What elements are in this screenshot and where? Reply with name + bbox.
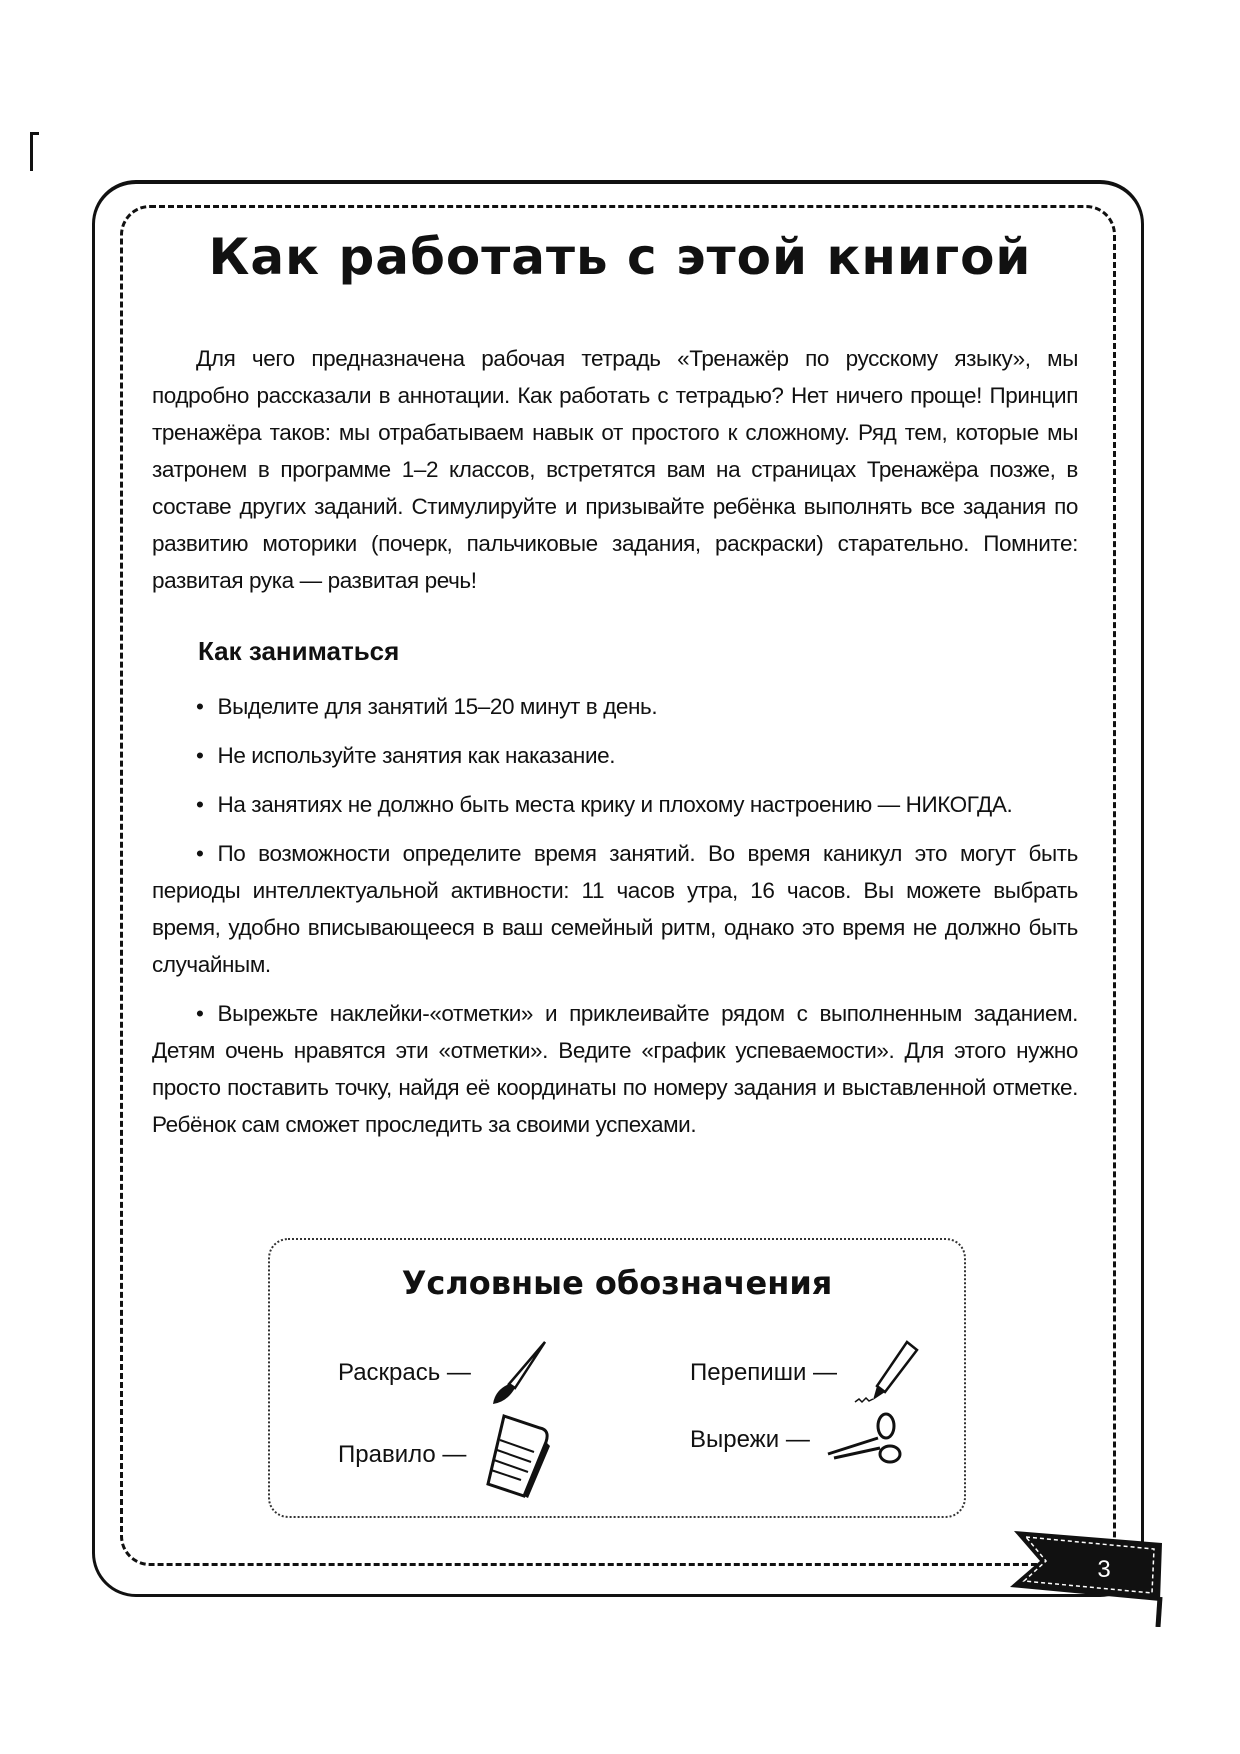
intro-paragraph — [152, 340, 1078, 599]
legend-label: Раскрась — — [338, 1359, 471, 1386]
notepad-icon — [480, 1410, 560, 1500]
legend-box — [268, 1238, 966, 1518]
legend-item-color — [338, 1338, 555, 1408]
page-number-flag — [1010, 1527, 1170, 1627]
crop-mark — [30, 132, 39, 171]
legend-label: Вырежи — — [690, 1426, 810, 1453]
list-item: • На занятиях не должно быть места крику и плохому настроению — НИКОГДА. — [152, 786, 1078, 823]
intro-text: Для чего предназначена рабочая тетрадь «Тренажёр по русскому языку», мы подробно рассказали в аннотации. Как работать с тетрадью? Нет ничего проще! Принцип тренажёра таков: мы отрабатываем навык от простого к сложному. Ряд тем, которые мы затронем в программе 1–2 классов, встретятся вам на страницах Тренажёра позже, в составе других заданий. Стимулируйте и призывайте ребёнка выполнять все задания по развитию моторики (почерк, пальчиковые задания, раскраски) старательно. Помните: развитая рука — развитая речь! — [152, 346, 1078, 593]
legend-label: Правило — — [338, 1441, 467, 1468]
legend-label: Перепиши — — [690, 1359, 838, 1386]
legend-item-cut — [690, 1410, 904, 1470]
list-item: • Не используйте занятия как наказание. — [152, 737, 1078, 774]
paintbrush-icon — [485, 1338, 555, 1408]
section-heading: Как заниматься — [198, 636, 400, 666]
scissors-icon — [824, 1410, 904, 1470]
bullet-list — [152, 688, 1078, 1155]
legend-item-copy — [690, 1338, 921, 1408]
list-item: • Выделите для занятий 15–20 минут в день. — [152, 688, 1078, 725]
pen-icon — [851, 1338, 921, 1408]
list-item: • Вырежьте наклейки-«отметки» и приклеивайте рядом с выполненным заданием. Детям очень нравятся эти «отметки». Ведите «график успеваемости». Для этого нужно просто поставить точку, найдя её координаты по номеру задания и выставленной отметке. Ребёнок сам сможет проследить за своими успехами. — [152, 995, 1078, 1143]
page-number: 3 — [1097, 1556, 1111, 1583]
page-title: Как работать с этой книгой — [208, 228, 1032, 286]
list-item: • По возможности определите время занятий. Во время каникул это могут быть периоды интеллектуальной активности: 11 часов утра, 16 часов. Вы можете выбрать время, удобно вписывающееся в ваш семейный ритм, однако это время не должно быть случайным. — [152, 835, 1078, 983]
legend-item-rule — [338, 1410, 560, 1500]
legend-title: Условные обозначения — [401, 1264, 833, 1302]
